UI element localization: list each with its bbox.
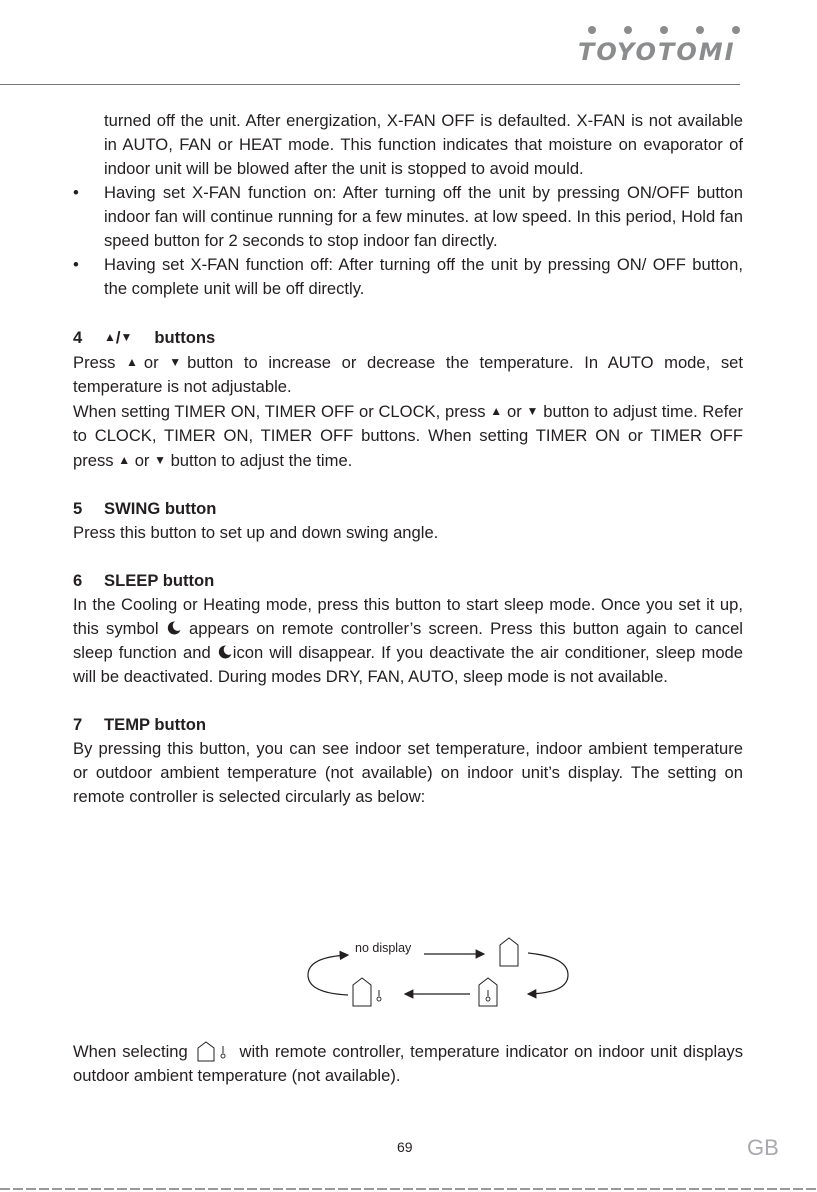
house-icon <box>500 938 518 966</box>
section-number: 4 <box>73 328 83 347</box>
closing-block <box>73 1040 743 1088</box>
intro-paragraph: turned off the unit. After energization, X-FAN OFF is defaulted. X-FAN is not available in AUTO, FAN or HEAT mode. This function indicates that moisture on evaporator of indoor unit will be blowed after the unit is stopped to avoid mould. <box>104 111 743 178</box>
section-7-heading <box>73 713 743 737</box>
bottom-border <box>0 1188 817 1190</box>
house-outdoor-ambient-icon <box>194 1040 234 1062</box>
down-arrow-icon: ▼ <box>154 453 166 467</box>
up-arrow-icon: ▲ <box>126 355 144 369</box>
section-6-paragraph: In the Cooling or Heating mode, press this button to start sleep mode. Once you set it up, this symbol appears on remote controller’s screen. Press this button again to cancel sleep function and icon will disappear. If you deactivate the air conditioner, sleep mode will be deactivated. During modes DRY, FAN, AUTO, sleep mode is not available. <box>73 595 744 686</box>
closing-paragraph: When selecting with remote controller, temperature indicator on indoor unit displays outdoor ambient temperature (not available). <box>73 1042 743 1085</box>
section-7-paragraph: By pressing this button, you can see indoor set temperature, indoor ambient temperature or outdoor ambient temperature (not available) on indoor unit’s display. The setting on remote controller is selected circularly as below: <box>73 739 743 806</box>
house-outdoor-ambient-icon <box>353 978 381 1006</box>
section-title: SWING button <box>104 499 217 518</box>
down-arrow-icon: ▼ <box>169 355 188 369</box>
section-6-heading <box>73 569 743 593</box>
section-title: buttons <box>154 328 216 347</box>
sleep-moon-icon <box>217 644 233 660</box>
section-4-paragraph-2: When setting TIMER ON, TIMER OFF or CLOCK, press ▲ or ▼ button to adjust time. Refer to CLOCK, TIMER ON, TIMER OFF buttons. When setting TIMER ON or TIMER OFF press ▲ or ▼ button to adjust the time. <box>73 402 744 470</box>
cycle-arrows <box>300 935 580 1015</box>
logo-dots <box>588 26 748 36</box>
section-title: SLEEP button <box>104 571 215 590</box>
down-arrow-icon: ▼ <box>120 330 133 344</box>
down-arrow-icon: ▼ <box>526 404 539 418</box>
section-number: 5 <box>73 499 83 518</box>
slash: / <box>115 328 121 347</box>
house-indoor-ambient-icon <box>479 978 497 1006</box>
brand-name: TOYOTOMI <box>578 38 736 66</box>
manual-content <box>73 109 743 809</box>
section-4-paragraph-1: Press ▲or ▼button to increase or decrease the temperature. In AUTO mode, set temperature is not adjustable. <box>73 353 743 396</box>
temp-display-cycle-diagram <box>300 935 580 1015</box>
section-5-paragraph: Press this button to set up and down swing angle. <box>73 523 439 542</box>
section-number: 7 <box>73 715 83 734</box>
bullet-text: Having set X-FAN function on: After turning off the unit by pressing ON/OFF button indoor fan will continue running for a few minutes. at low speed. In this period, Hold fan speed button for 2 seconds to stop indoor fan directly. <box>104 183 743 250</box>
up-arrow-icon: ▲ <box>118 453 131 467</box>
section-5-heading <box>73 497 743 521</box>
bullet-text: Having set X-FAN function off: After turning off the unit by pressing ON/ OFF button, the complete unit will be off directly. <box>104 255 743 298</box>
brand-logo <box>578 26 748 66</box>
no-display-label: no display <box>355 941 412 955</box>
up-arrow-icon: ▲ <box>104 330 116 344</box>
header-divider <box>0 84 740 85</box>
bullet-dot: • <box>73 255 79 274</box>
section-title: TEMP button <box>104 715 207 734</box>
bullet-xfan-on <box>73 181 743 253</box>
up-arrow-icon: ▲ <box>490 404 503 418</box>
page-number: 69 <box>397 1139 413 1155</box>
sleep-moon-icon <box>166 620 182 636</box>
language-code: GB <box>747 1135 779 1160</box>
bullet-xfan-off <box>73 253 743 301</box>
section-4-heading <box>73 325 743 350</box>
bullet-dot: • <box>73 183 79 202</box>
section-number: 6 <box>73 571 83 590</box>
